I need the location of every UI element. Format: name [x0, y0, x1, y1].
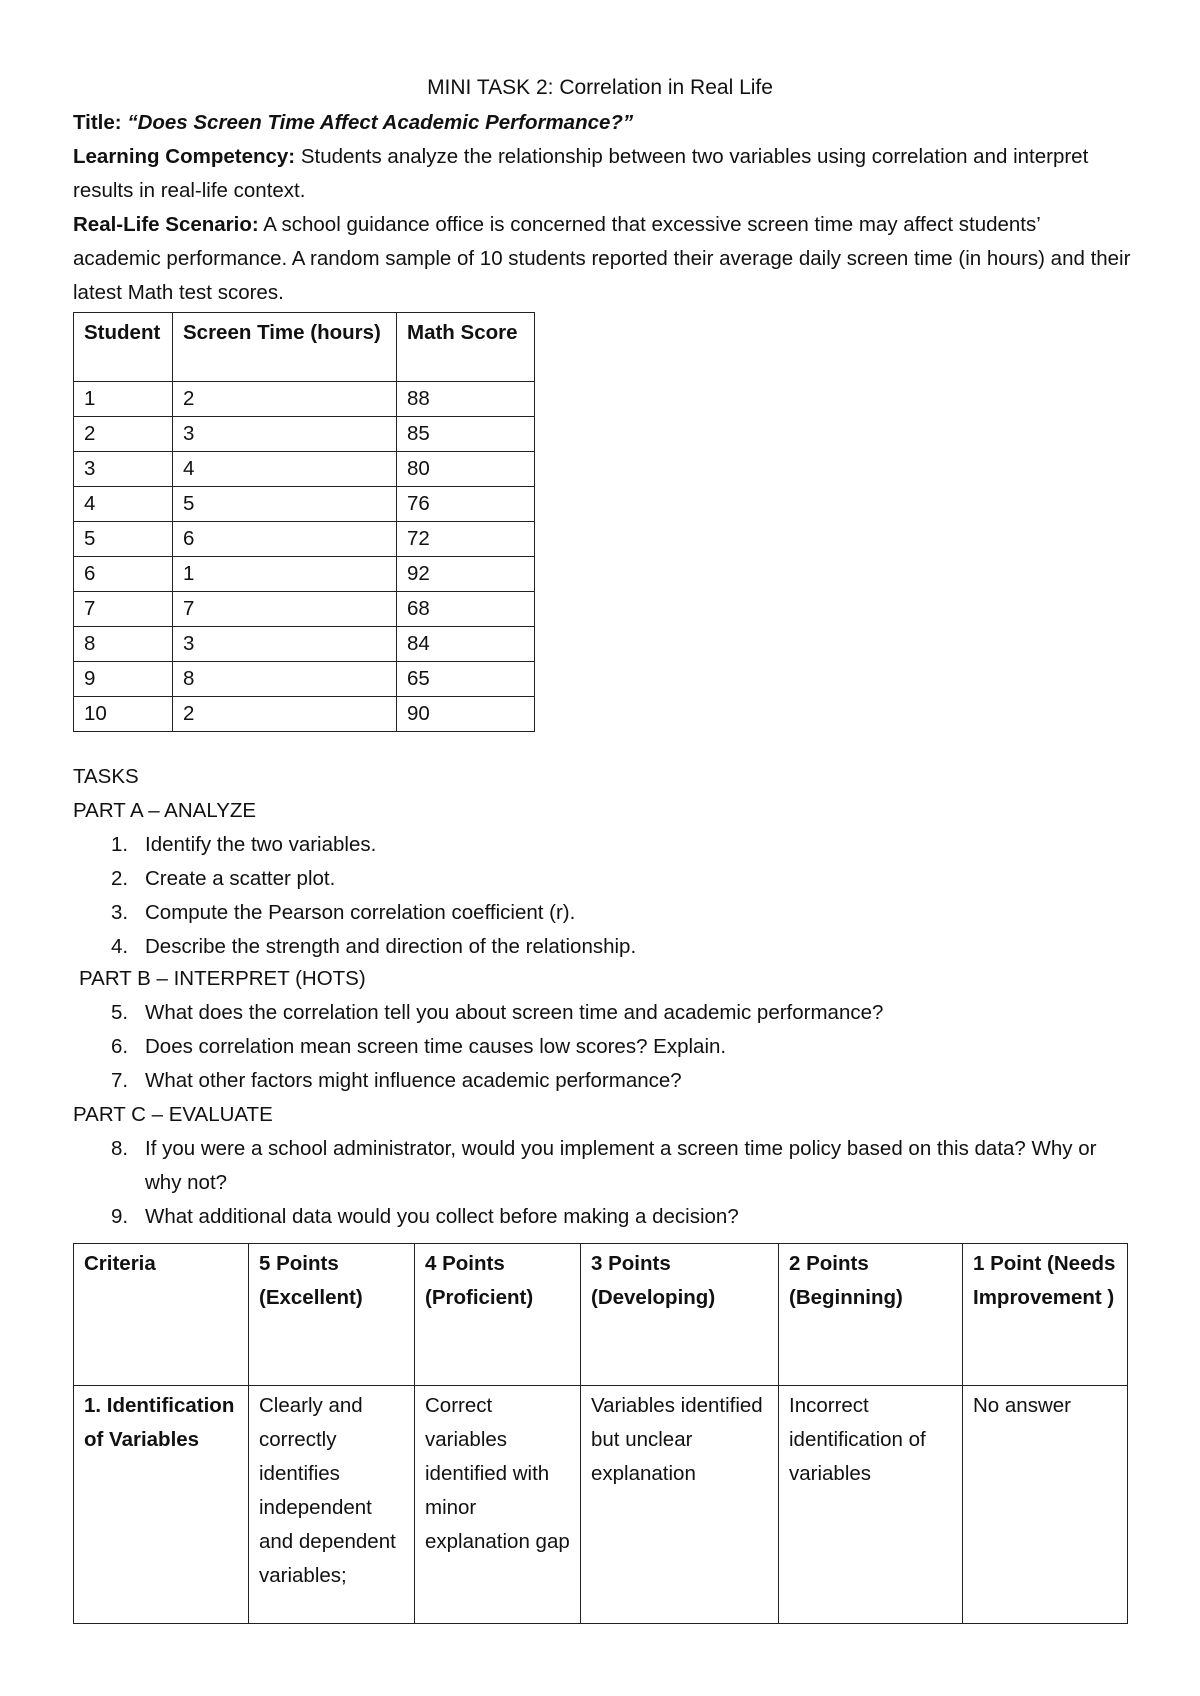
- table-cell: 8: [74, 627, 173, 662]
- table-cell: 76: [397, 487, 535, 522]
- table-cell: 2: [74, 417, 173, 452]
- table-cell: 9: [74, 662, 173, 697]
- title-label: Title:: [73, 111, 122, 134]
- page-title: MINI TASK 2: Correlation in Real Life: [427, 76, 773, 99]
- part-a-list: [73, 828, 1133, 964]
- table-cell: 92: [397, 557, 535, 592]
- rubric-header-cell: 2 Points (Beginning): [779, 1244, 963, 1386]
- table-row: [74, 1386, 1128, 1624]
- list-item: 9. What additional data would you collect before making a decision?: [111, 1205, 739, 1228]
- table-cell: 10: [74, 697, 173, 732]
- list-item: 7. What other factors might influence academic performance?: [111, 1069, 682, 1092]
- table-header-cell: Math Score: [397, 313, 535, 382]
- table-row: [74, 417, 535, 452]
- table-cell: 80: [397, 452, 535, 487]
- table-header-row: [74, 313, 535, 382]
- table-cell: 65: [397, 662, 535, 697]
- table-cell: 5: [173, 487, 397, 522]
- table-header-cell: Screen Time (hours): [173, 313, 397, 382]
- table-row: [74, 662, 535, 697]
- scenario-text: A school guidance office is concerned that excessive screen time may affect students’ academic performance. A random sample of 10 students reported their average daily screen time (in hours) and their latest Math test scores.: [73, 213, 1131, 304]
- table-cell: 3: [74, 452, 173, 487]
- list-item: 2. Create a scatter plot.: [111, 867, 336, 890]
- table-cell: 72: [397, 522, 535, 557]
- table-cell: 6: [173, 522, 397, 557]
- rubric-header-cell: 1 Point (Needs Improvement ): [963, 1244, 1128, 1386]
- rubric-cell: Incorrect identification of variables: [779, 1386, 963, 1624]
- competency-text: Students analyze the relationship between two variables using correlation and interpret results in real-life context.: [73, 145, 1089, 202]
- list-item: 6. Does correlation mean screen time causes low scores? Explain.: [111, 1035, 727, 1058]
- list-item: 4. Describe the strength and direction of the relationship.: [111, 935, 637, 958]
- table-cell: 3: [173, 627, 397, 662]
- part-b-heading: PART B – INTERPRET (HOTS): [79, 967, 366, 990]
- rubric-header-row: [74, 1244, 1128, 1386]
- table-cell: 1: [173, 557, 397, 592]
- rubric-criteria-cell: 1. Identification of Variables: [74, 1386, 249, 1624]
- list-item: 1. Identify the two variables.: [111, 833, 377, 856]
- table-cell: 88: [397, 382, 535, 417]
- table-cell: 84: [397, 627, 535, 662]
- table-cell: 6: [74, 557, 173, 592]
- scenario-label: Real-Life Scenario:: [73, 213, 259, 236]
- table-row: [74, 452, 535, 487]
- part-a-heading: PART A – ANALYZE: [73, 799, 257, 822]
- table-row: [74, 487, 535, 522]
- rubric-cell: Variables identified but unclear explanation: [581, 1386, 779, 1624]
- rubric-header-cell: 4 Points (Proficient): [415, 1244, 581, 1386]
- rubric-cell: Correct variables identified with minor explanation gap: [415, 1386, 581, 1624]
- list-item: 8. If you were a school administrator, would you implement a screen time policy based on this data? Why or why not?: [111, 1137, 1097, 1194]
- table-cell: 85: [397, 417, 535, 452]
- table-cell: 5: [74, 522, 173, 557]
- scenario-paragraph: [73, 208, 1133, 310]
- tasks-heading: TASKS: [73, 765, 139, 788]
- table-cell: 1: [74, 382, 173, 417]
- table-row: [74, 382, 535, 417]
- part-c-list: [73, 1132, 1133, 1234]
- table-cell: 8: [173, 662, 397, 697]
- list-item: 3. Compute the Pearson correlation coefficient (r).: [111, 901, 576, 924]
- title-line: [73, 106, 1133, 140]
- table-cell: 4: [173, 452, 397, 487]
- list-item: 5. What does the correlation tell you about screen time and academic performance?: [111, 1001, 884, 1024]
- table-cell: 4: [74, 487, 173, 522]
- table-cell: 68: [397, 592, 535, 627]
- rubric-header-cell: 3 Points (Developing): [581, 1244, 779, 1386]
- title-text: “Does Screen Time Affect Academic Performance?”: [127, 111, 634, 134]
- table-cell: 2: [173, 382, 397, 417]
- data-table: [73, 312, 535, 732]
- rubric-header-cell: 5 Points (Excellent): [249, 1244, 415, 1386]
- table-header-cell: Student: [74, 313, 173, 382]
- rubric-cell: Clearly and correctly identifies independent and dependent variables;: [249, 1386, 415, 1624]
- table-row: [74, 592, 535, 627]
- table-row: [74, 557, 535, 592]
- part-c-heading: PART C – EVALUATE: [73, 1103, 273, 1126]
- competency-paragraph: [73, 140, 1133, 208]
- table-cell: 7: [173, 592, 397, 627]
- rubric-cell: No answer: [963, 1386, 1128, 1624]
- part-b-list: [73, 996, 1133, 1098]
- rubric-header-cell: Criteria: [74, 1244, 249, 1386]
- table-cell: 3: [173, 417, 397, 452]
- rubric-table: [73, 1243, 1128, 1624]
- table-cell: 90: [397, 697, 535, 732]
- table-row: [74, 627, 535, 662]
- competency-label: Learning Competency:: [73, 145, 296, 168]
- table-cell: 7: [74, 592, 173, 627]
- table-cell: 2: [173, 697, 397, 732]
- table-row: [74, 522, 535, 557]
- table-row: [74, 697, 535, 732]
